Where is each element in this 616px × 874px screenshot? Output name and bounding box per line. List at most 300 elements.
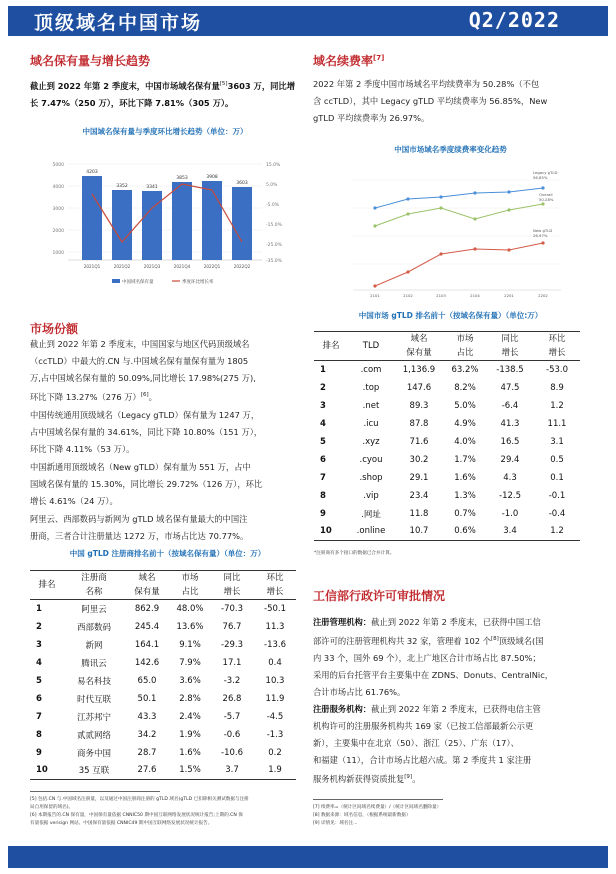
- svg-text:2021Q1: 2021Q1: [83, 264, 101, 269]
- table-cell: 1.9%: [179, 729, 201, 740]
- holdings-chart: [30, 142, 302, 292]
- svg-text:3000: 3000: [52, 207, 64, 212]
- line-text: 新），主要集中在北京（50）、浙江（25）、广东（17）、: [313, 737, 519, 748]
- table-cell: 862.9: [134, 603, 160, 614]
- table-cell: 164.1: [134, 639, 160, 650]
- svg-text:5000: 5000: [52, 163, 64, 168]
- legend-bar-swatch: [112, 279, 120, 283]
- column-header-line: 增长: [501, 348, 519, 358]
- line-text: 占中国域名保有量的 34.61%，同比下降 10.80%（151 万），: [30, 426, 263, 437]
- footnotes-right: [7] 续费率=（统计区间域名续费量）/（统计区间域名删除量） [8] 数据来源：域名信息，（根据系统最新数据） [9] 详情见：域名注...: [313, 805, 442, 826]
- table-cell: 1.3%: [454, 490, 476, 501]
- line-text: 截止到 2022 年第 2 季度末，已获得中国工信: [371, 617, 541, 627]
- table-row: [314, 415, 580, 433]
- table-cell: 41.3: [500, 418, 520, 429]
- svg-text:1000: 1000: [52, 251, 64, 256]
- column-header-line: TLD: [362, 341, 380, 351]
- table-cell: 35 互联: [78, 766, 110, 777]
- text-line: [313, 631, 599, 650]
- table-cell: 江苏邦宁: [76, 712, 111, 723]
- text-line: [313, 735, 599, 752]
- column-header-line: 占比: [456, 348, 474, 358]
- table-cell: 245.4: [134, 621, 160, 632]
- section-title-market-share: 市场份额: [30, 322, 79, 336]
- bar-value-label: 3603: [236, 181, 248, 186]
- line-text: 增长 4.61%（24 万）。: [30, 495, 118, 506]
- text-line: [30, 353, 302, 370]
- table-cell: 0.5: [550, 454, 564, 465]
- column-header-line: 域名: [138, 573, 156, 583]
- table-cell: .vip: [363, 490, 379, 501]
- table-cell: 142.6: [134, 657, 160, 668]
- column-header-line: 排名: [38, 580, 56, 590]
- column-header: [124, 571, 170, 600]
- rank-cell: 2: [320, 382, 326, 393]
- column-header: [64, 571, 124, 600]
- svg-text:-15.0%: -15.0%: [266, 223, 282, 228]
- line-text: 国域名保有量的 15.30%，同比增长 29.72%（126 万），环比: [30, 478, 263, 489]
- text-line: [313, 614, 599, 631]
- bar-value-label: 3853: [176, 176, 188, 181]
- registrar-ranking-table: [30, 570, 296, 780]
- registrar-table-title: 中国 gTLD 注册商排名前十（按域名保有量）（单位：万）: [69, 549, 266, 558]
- line-text: 机构许可的注册服务机构共 169 家（已按工信部最新公示更: [313, 720, 534, 731]
- table-cell: -50.1: [264, 603, 286, 614]
- table-cell: -138.5: [496, 364, 524, 375]
- bar-value-label: 3352: [116, 184, 128, 189]
- tld-ranking-table: [314, 331, 580, 541]
- table-cell: 3.4: [503, 526, 517, 537]
- series-legacy-line: [375, 188, 543, 208]
- line-text: 环比下降 4.11%（53 万）。: [30, 443, 135, 454]
- table-cell: 29.4: [500, 454, 520, 465]
- text-line: [30, 459, 302, 476]
- intro-text: 截止到 2022 年第 2 季度末，中国市场域名保有量: [30, 80, 220, 91]
- table-cell: 71.6: [409, 436, 429, 447]
- legend-line-label: 季度环比增长率: [182, 280, 214, 285]
- column-header-line: 注册商: [81, 573, 107, 583]
- table-row: [30, 726, 296, 744]
- line-text: 阿里云、西部数码与新网为 gTLD 域名保有量最大的中国注: [30, 513, 248, 524]
- line-text: 册商，三者合计注册量达 1272 万，市场占比达 70.77%。: [30, 530, 249, 541]
- column-header-line: 增长: [266, 587, 284, 597]
- column-header: [444, 332, 486, 361]
- bar-value-label: 3908: [206, 175, 218, 180]
- bar-q4: [172, 182, 192, 260]
- table-cell: 50.1: [137, 693, 157, 704]
- column-header: [314, 332, 348, 361]
- table-cell: 10.3: [265, 675, 285, 686]
- svg-text:2201: 2201: [504, 293, 514, 298]
- rank-cell: 1: [36, 603, 42, 614]
- table-cell: 47.5: [500, 382, 520, 393]
- line-text: 中国新通用顶级域名（New gTLD）保有量为 551 万，占中: [30, 461, 251, 472]
- table-cell: -10.6: [221, 747, 243, 758]
- footnote-ref: [5]: [219, 81, 228, 87]
- table-cell: 16.5: [500, 436, 520, 447]
- table-cell: .网址: [361, 509, 381, 520]
- bar-q2: [112, 190, 132, 260]
- table-cell: 1,136.9: [402, 364, 436, 375]
- text-line: [313, 752, 599, 769]
- table-cell: 贰贰网络: [76, 730, 111, 741]
- table-cell: 2.4%: [179, 711, 201, 722]
- table-cell: .com: [360, 364, 382, 375]
- footnote-divider-right: [313, 799, 443, 800]
- column-header-line: 环比: [548, 334, 566, 344]
- table-cell: 11.1: [547, 418, 567, 429]
- table-cell: 9.1%: [179, 639, 201, 650]
- svg-text:15.0%: 15.0%: [266, 163, 281, 168]
- table-row: [30, 672, 296, 690]
- page-footer-bar: [8, 846, 608, 868]
- table-row: [30, 636, 296, 654]
- table-cell: 阿里云: [81, 604, 107, 615]
- table-cell: 1.2: [550, 400, 564, 411]
- table-cell: -0.4: [548, 508, 566, 519]
- rank-cell: 9: [36, 747, 42, 758]
- line-text: 内 33 个，国外 69 个），北上广地区合计市场占比 87.50%；: [313, 652, 541, 663]
- footnote-divider-left: [30, 791, 160, 792]
- column-header-line: 占比: [181, 587, 199, 597]
- column-header-line: 同比: [223, 573, 241, 583]
- svg-text:2102: 2102: [403, 293, 413, 298]
- table-cell: 34.2: [137, 729, 157, 740]
- line-text: 万,占中国域名保有量的 50.09%,同比增长 17.98%(275 万),: [30, 373, 256, 383]
- table-cell: 0.6%: [454, 526, 476, 537]
- line-tail: 。: [148, 391, 157, 402]
- table-cell: -1.3: [266, 729, 284, 740]
- table-row: [30, 690, 296, 708]
- line-text: （ccTLD）中最大的.CN 与.中国域名保有量保有量为 1805: [30, 356, 249, 366]
- rank-cell: 3: [320, 400, 326, 411]
- line-text: 服务机构新获得资质批复: [313, 773, 405, 784]
- holdings-chart-title: 中国域名保有量与季度环比增长趋势（单位：万）: [82, 127, 248, 136]
- table-cell: 1.6%: [454, 472, 476, 483]
- bar-q5: [202, 181, 222, 260]
- column-header-line: 域名: [410, 334, 428, 344]
- rank-cell: 9: [320, 508, 326, 519]
- line-text: 截止到 2022 年第 2 季度末，已获得电信主管: [371, 703, 541, 714]
- table-cell: 0.1: [550, 472, 564, 483]
- footnote-ref: [6]: [140, 392, 149, 398]
- column-header: [210, 571, 254, 600]
- renewal-paragraph: 2022 年第 2 季度中国市场域名平均续费率为 50.28%（不包 含 ccTLD），其中 Legacy gTLD 平均续费率为 56.85%，New gTLD 平均续费率为 26.97%。: [313, 79, 548, 123]
- svg-text:2022Q2: 2022Q2: [233, 264, 251, 269]
- rank-cell: 10: [36, 765, 48, 776]
- table-cell: 76.7: [222, 621, 242, 632]
- table-cell: 新网: [85, 640, 103, 651]
- column-header-line: 增长: [548, 348, 566, 358]
- column-header-line: 保有量: [406, 348, 432, 358]
- rank-cell: 7: [36, 711, 42, 722]
- table-row: [314, 523, 580, 541]
- table-cell: -70.3: [221, 603, 243, 614]
- page-title: 顶级域名中国市场: [34, 12, 203, 34]
- rank-cell: 6: [320, 454, 326, 465]
- overall-end-label: 50.28%: [539, 197, 554, 202]
- table-cell: .icu: [363, 418, 379, 429]
- rank-cell: 2: [36, 621, 42, 632]
- line-text: 合计市场占比 61.76%。: [313, 686, 406, 697]
- legacy-end-label: 56.85%: [533, 175, 548, 180]
- svg-text:2103: 2103: [436, 293, 446, 298]
- text-line: [30, 407, 302, 424]
- table-cell: 0.2: [268, 747, 282, 758]
- table-row: [314, 433, 580, 451]
- text-line: [313, 718, 599, 735]
- column-header: [348, 332, 394, 361]
- column-header-line: 同比: [501, 334, 519, 344]
- rank-cell: 10: [320, 526, 332, 537]
- table-cell: 29.1: [409, 472, 429, 483]
- rank-cell: 4: [320, 418, 326, 429]
- column-header-line: 环比: [266, 573, 284, 583]
- line-text: 和福建（11），合计市场占比超六成。第 2 季度共 1 家注册: [313, 754, 532, 765]
- svg-text:2021Q4: 2021Q4: [173, 264, 191, 269]
- table-cell: 1.5%: [179, 765, 201, 776]
- text-line: [313, 769, 599, 788]
- table-cell: 13.6%: [176, 621, 204, 632]
- rank-cell: 3: [36, 639, 42, 650]
- newgtld-series-label: New gTLD: [533, 228, 553, 233]
- table-cell: 4.0%: [454, 436, 476, 447]
- table-row: [30, 744, 296, 762]
- text-line: [313, 650, 599, 667]
- legacy-series-label: Legacy gTLD: [533, 170, 558, 175]
- svg-text:2021Q2: 2021Q2: [113, 264, 131, 269]
- table-cell: 65.0: [137, 675, 157, 686]
- svg-text:2104: 2104: [470, 293, 480, 298]
- line-text: 截止到 2022 年第 2 季度末，中国国家与地区代码顶级域名: [30, 339, 250, 349]
- table-cell: 17.1: [222, 657, 242, 668]
- intro-text: 3603 万，同比增长 7.47%（250 万），环比下降 7.81%（305 万）。: [30, 80, 296, 108]
- table-cell: .top: [362, 382, 380, 393]
- table-header-row: [30, 571, 296, 600]
- table-row: [314, 451, 580, 469]
- rank-cell: 7: [320, 472, 326, 483]
- text-line: [313, 701, 599, 718]
- column-header-line: 名称: [85, 587, 103, 597]
- line-text: 采用的后台托管平台主要集中在 ZDNS、Donuts、CentralNic，: [313, 669, 554, 680]
- table-cell: -4.5: [266, 711, 284, 722]
- svg-text:-35.0%: -35.0%: [266, 259, 282, 264]
- column-header-line: 排名: [322, 341, 340, 351]
- table-cell: 3.1: [550, 436, 564, 447]
- table-cell: 5.0%: [454, 400, 476, 411]
- table-cell: 0.7%: [454, 508, 476, 519]
- table-cell: 28.7: [137, 747, 157, 758]
- table-cell: -0.1: [548, 490, 566, 501]
- table-row: [30, 618, 296, 636]
- table-cell: 23.4: [409, 490, 429, 501]
- column-header: [486, 332, 534, 361]
- table-cell: -0.6: [223, 729, 241, 740]
- bar-q3: [142, 191, 162, 260]
- table-cell: 27.6: [137, 765, 157, 776]
- table-cell: .xyz: [362, 436, 380, 447]
- table-cell: 8.9: [550, 382, 564, 393]
- table-cell: -1.0: [501, 508, 519, 519]
- line-text: 环比下降 13.27%（276 万）: [30, 391, 141, 402]
- rank-cell: 6: [36, 693, 42, 704]
- table-cell: 时代互联: [76, 694, 111, 705]
- column-header: [170, 571, 210, 600]
- column-header: [534, 332, 580, 361]
- bar-value-label: 3341: [146, 185, 158, 190]
- quarter-label: Q2/2022: [468, 8, 560, 32]
- miit-paragraph: [313, 614, 599, 788]
- renewal-chart: [313, 156, 588, 306]
- line-text: 中国传统通用顶级域名（Legacy gTLD）保有量为 1247 万，: [30, 409, 260, 420]
- table-row: [314, 361, 580, 379]
- column-header: [254, 571, 296, 600]
- svg-text:-5.0%: -5.0%: [266, 203, 280, 208]
- series-overall-line: [375, 204, 543, 226]
- column-header: [394, 332, 444, 361]
- table-row: [314, 505, 580, 523]
- line-tail: 顶级域名(国: [498, 635, 544, 646]
- table-cell: 7.9%: [179, 657, 201, 668]
- table-cell: -13.6: [264, 639, 286, 650]
- table-cell: 87.8: [409, 418, 429, 429]
- text-line: [30, 511, 302, 528]
- table-cell: 3.7: [225, 765, 239, 776]
- svg-text:2021Q3: 2021Q3: [143, 264, 161, 269]
- footnote-ref: [9]: [404, 773, 413, 780]
- rank-cell: 4: [36, 657, 42, 668]
- svg-text:2202: 2202: [538, 293, 548, 298]
- svg-text:4000: 4000: [52, 185, 64, 190]
- rank-cell: 8: [36, 729, 42, 740]
- text-line: [30, 476, 302, 493]
- table-cell: -5.7: [223, 711, 241, 722]
- table-cell: 易名科技: [76, 676, 111, 687]
- table-cell: -6.4: [501, 400, 519, 411]
- table-cell: 8.2%: [454, 382, 476, 393]
- table-cell: -12.5: [499, 490, 521, 501]
- legend-bar-label: 中国域名保有量: [122, 280, 154, 285]
- market-share-paragraph: [30, 336, 302, 545]
- svg-text:2101: 2101: [370, 293, 380, 298]
- column-header-line: 增长: [223, 587, 241, 597]
- line-text: 部许可的注册管理机构共 32 家，管理着 102 个: [313, 635, 491, 646]
- table-cell: 商务中国: [76, 748, 111, 759]
- table-cell: .net: [362, 400, 380, 411]
- text-line: [30, 370, 302, 387]
- table-cell: 0.4: [268, 657, 282, 668]
- table-cell: -3.2: [223, 675, 241, 686]
- table-cell: .online: [356, 526, 386, 537]
- renewal-chart-title: 中国市场域名季度续费率变化趋势: [394, 145, 507, 154]
- rank-cell: 5: [36, 675, 42, 686]
- table-cell: 西部数码: [76, 622, 111, 633]
- table-cell: 26.8: [222, 693, 242, 704]
- table-cell: .cyou: [359, 454, 383, 465]
- text-line: [30, 441, 302, 458]
- footnotes-left: [5] 包括.CN 与.中国域名注册量，以及通过中国注册商注册的 gTLD 域名(gTLD 已扣除相关测试数据与注册 局自用保留的域名)。 [6] 本期报告的.CN 保有量，中国保有量依据 CNNIC50 期中国互联网络发展状况统计报告;上期的.CN 保 有量依据 verisign 网站、中国保有量依据 CNNIC49 期中国互联网络发展状况统计报告。: [30, 797, 249, 826]
- holdings-intro-paragraph: [30, 76, 302, 112]
- table-row: [30, 762, 296, 780]
- table-cell: 4.9%: [454, 418, 476, 429]
- table-header-row: [314, 332, 580, 361]
- line-tail: 。: [412, 773, 421, 784]
- table-cell: 63.2%: [451, 364, 479, 375]
- text-line: [313, 684, 599, 701]
- tld-table-note: *注册商有多个接口的数据已合并计算。: [314, 551, 395, 556]
- table-cell: 147.6: [406, 382, 432, 393]
- rank-cell: 8: [320, 490, 326, 501]
- section-title-miit: 工信部行政许可审批情况: [313, 589, 446, 603]
- table-row: [314, 469, 580, 487]
- line-label: 注册服务机构：: [313, 703, 372, 714]
- bar-q6: [232, 187, 252, 260]
- svg-text:2022Q1: 2022Q1: [203, 264, 221, 269]
- table-cell: 11.8: [409, 508, 429, 519]
- tld-table-title: 中国市场 gTLD 排名前十（按域名保有量）（单位:万）: [358, 311, 543, 320]
- overall-series-label: Overall: [539, 192, 553, 197]
- table-row: [314, 397, 580, 415]
- line-label: 注册管理机构：: [313, 617, 372, 627]
- column-header-line: 市场: [181, 573, 199, 583]
- table-cell: 43.3: [137, 711, 157, 722]
- bar-q1: [82, 176, 102, 260]
- table-row: [30, 654, 296, 672]
- svg-text:2000: 2000: [52, 229, 64, 234]
- table-cell: -53.0: [546, 364, 568, 375]
- rank-cell: 5: [320, 436, 326, 447]
- newgtld-end-label: 26.97%: [533, 233, 548, 238]
- column-header: [30, 571, 64, 600]
- table-cell: 1.7%: [454, 454, 476, 465]
- table-cell: .shop: [359, 472, 383, 483]
- section-title-holdings: 域名保有量与增长趋势: [30, 54, 151, 68]
- section-title-renewal: 域名续费率[7]: [313, 54, 385, 68]
- series-newgtld-line: [375, 243, 543, 286]
- text-line: [313, 667, 599, 684]
- table-cell: 3.6%: [179, 675, 201, 686]
- text-line: [30, 387, 302, 406]
- text-line: [30, 528, 302, 545]
- table-cell: 89.3: [409, 400, 429, 411]
- table-cell: 1.2: [550, 526, 564, 537]
- table-cell: 10.7: [409, 526, 429, 537]
- table-cell: 30.2: [409, 454, 429, 465]
- table-row: [314, 379, 580, 397]
- svg-text:-25.0%: -25.0%: [266, 243, 282, 248]
- svg-text:5.0%: 5.0%: [266, 183, 278, 188]
- page-header-bar: [8, 6, 608, 36]
- text-line: [30, 336, 302, 353]
- table-cell: 1.9: [268, 765, 282, 776]
- bar-value-label: 4203: [86, 170, 98, 175]
- text-line: [30, 493, 302, 510]
- column-header-line: 保有量: [134, 587, 160, 597]
- table-cell: 2.8%: [179, 693, 201, 704]
- table-cell: 48.0%: [176, 603, 204, 614]
- table-row: [30, 600, 296, 618]
- table-cell: -29.3: [221, 639, 243, 650]
- text-line: [30, 424, 302, 441]
- table-cell: 4.3: [503, 472, 517, 483]
- column-header-line: 市场: [456, 334, 474, 344]
- table-row: [314, 487, 580, 505]
- table-row: [30, 708, 296, 726]
- table-cell: 腾讯云: [81, 658, 107, 669]
- table-cell: 11.9: [265, 693, 285, 704]
- footnote-ref: [8]: [491, 636, 499, 642]
- table-cell: 11.3: [265, 621, 285, 632]
